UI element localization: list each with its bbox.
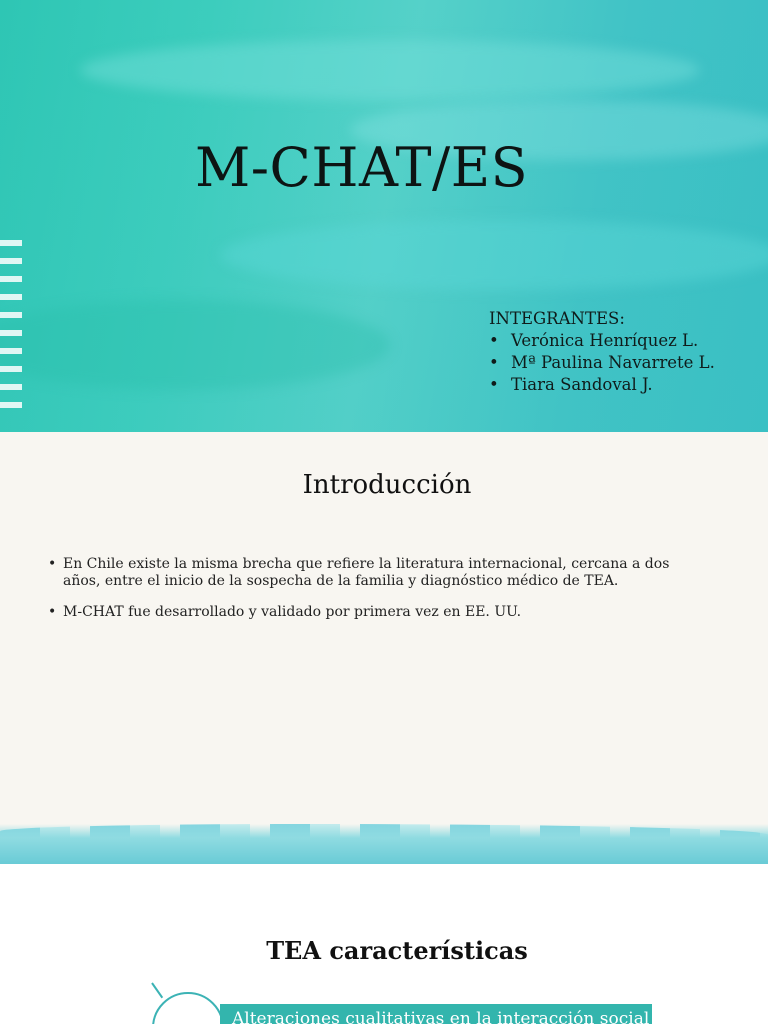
member-item <box>489 374 715 396</box>
members-heading: INTEGRANTES: <box>489 309 625 328</box>
member-name: Tiara Sandoval J. <box>511 375 653 394</box>
slide-title: M-CHAT/ES <box>195 136 529 199</box>
list-item-text: En Chile existe la misma brecha que refiere la literatura internacional, cercana a dos años, entre el inicio de la sospecha de la familia y diagnóstico médico de TEA. <box>63 556 670 589</box>
characteristic-banner: Alteraciones cualitativas en la interacción social <box>220 1004 652 1024</box>
watercolor-streak <box>80 40 700 100</box>
member-item <box>489 330 715 352</box>
characteristics-slide <box>0 864 768 1024</box>
slide-title: Introducción <box>302 470 472 500</box>
title-slide <box>0 0 768 432</box>
watercolor-border <box>0 824 768 864</box>
bullet-icon: • <box>489 375 499 394</box>
bullet-icon: • <box>489 331 499 350</box>
watercolor-streak <box>0 300 390 390</box>
bullet-icon: • <box>48 556 57 572</box>
member-item <box>489 352 715 374</box>
slide-title: TEA características <box>266 936 528 965</box>
watercolor-streak <box>220 220 768 290</box>
member-name: Verónica Henríquez L. <box>511 331 699 350</box>
bullet-icon: • <box>489 353 499 372</box>
list-item <box>48 604 688 621</box>
list-item <box>48 556 688 590</box>
connector-line <box>151 982 163 998</box>
bullet-icon: • <box>48 604 57 620</box>
members-block <box>489 308 715 396</box>
list-item-text: M-CHAT fue desarrollado y validado por primera vez en EE. UU. <box>63 604 522 620</box>
member-name: Mª Paulina Navarrete L. <box>511 353 715 372</box>
intro-slide <box>0 432 768 864</box>
brush-edge <box>0 240 22 420</box>
bullet-list <box>48 556 688 635</box>
